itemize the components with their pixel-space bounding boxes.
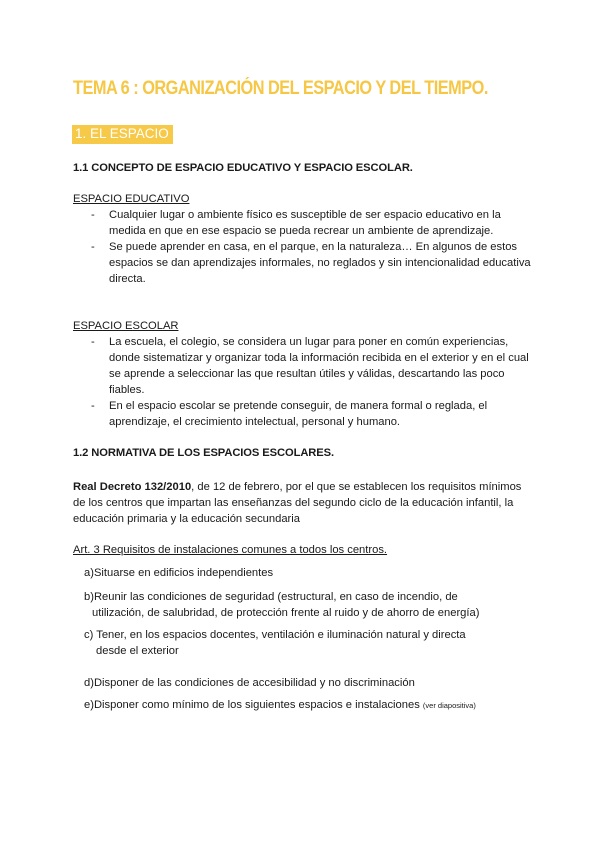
page-title: TEMA 6 : ORGANIZACIÓN DEL ESPACIO Y DEL TIEMPO. (73, 78, 488, 99)
list-item: - La escuela, el colegio, se considera un lugar para poner en común experiencias, donde sistematizar y organizar toda la información recibida en el exterior y en el cual se aprende a seleccionar las que resultan útiles y válidas, descartando las poco fiables. (73, 334, 533, 398)
requirement-a: a)Situarse en edificios independientes (84, 567, 274, 579)
label-espacio-escolar: ESPACIO ESCOLAR (73, 320, 179, 332)
list-espacio-educativo (73, 207, 533, 287)
requirement-e (84, 697, 554, 714)
decree-title: Real Decreto 132/2010 (73, 481, 192, 493)
list-espacio-escolar (73, 334, 533, 430)
decree-paragraph (73, 479, 528, 527)
list-item: - En el espacio escolar se pretende conseguir, de manera formal o reglada, el aprendizaje, el crecimiento intelectual, personal y humano. (73, 398, 533, 430)
requirement-b-line2: utilización, de salubridad, de protección frente al ruido y de ahorro de energía) (92, 607, 480, 619)
requirement-e-note: (ver diapositiva) (422, 701, 476, 710)
article-heading: Art. 3 Requisitos de instalaciones comunes a todos los centros. (73, 544, 388, 556)
requirement-e-text: e)Disponer como mínimo de los siguientes espacios e instalaciones (84, 699, 423, 711)
requirement-d: d)Disponer de las condiciones de accesibilidad y no discriminación (84, 677, 415, 689)
decree-text: , de 12 de febrero, por el que se establecen los requisitos mínimos de los centros que impartan las enseñanzas del segundo ciclo de la educación infantil, la educación primaria y la educación secundaria (73, 481, 522, 525)
requirement-b (84, 589, 534, 621)
subheading-concepto: 1.1 CONCEPTO DE ESPACIO EDUCATIVO Y ESPACIO ESCOLAR. (73, 162, 413, 174)
requirement-c-line2: desde el exterior (96, 645, 179, 657)
list-item: - Cualquier lugar o ambiente físico es susceptible de ser espacio educativo en la medida en que en ese espacio se pueda recrear un ambiente de aprendizaje. (73, 207, 533, 239)
subheading-normativa: 1.2 NORMATIVA DE LOS ESPACIOS ESCOLARES. (73, 447, 335, 459)
list-item: - Se puede aprender en casa, en el parque, en la naturaleza… En algunos de estos espacios se dan aprendizajes informales, no reglados y sin intencionalidad educativa directa. (73, 239, 533, 287)
section-tag-espacio: 1. EL ESPACIO (72, 125, 173, 144)
requirement-b-line1: b)Reunir las condiciones de seguridad (estructural, en caso de incendio, de (84, 591, 458, 603)
label-espacio-educativo: ESPACIO EDUCATIVO (73, 193, 190, 205)
requirement-c-line1: c) Tener, en los espacios docentes, ventilación e iluminación natural y directa (84, 629, 466, 641)
requirement-c (84, 627, 534, 659)
